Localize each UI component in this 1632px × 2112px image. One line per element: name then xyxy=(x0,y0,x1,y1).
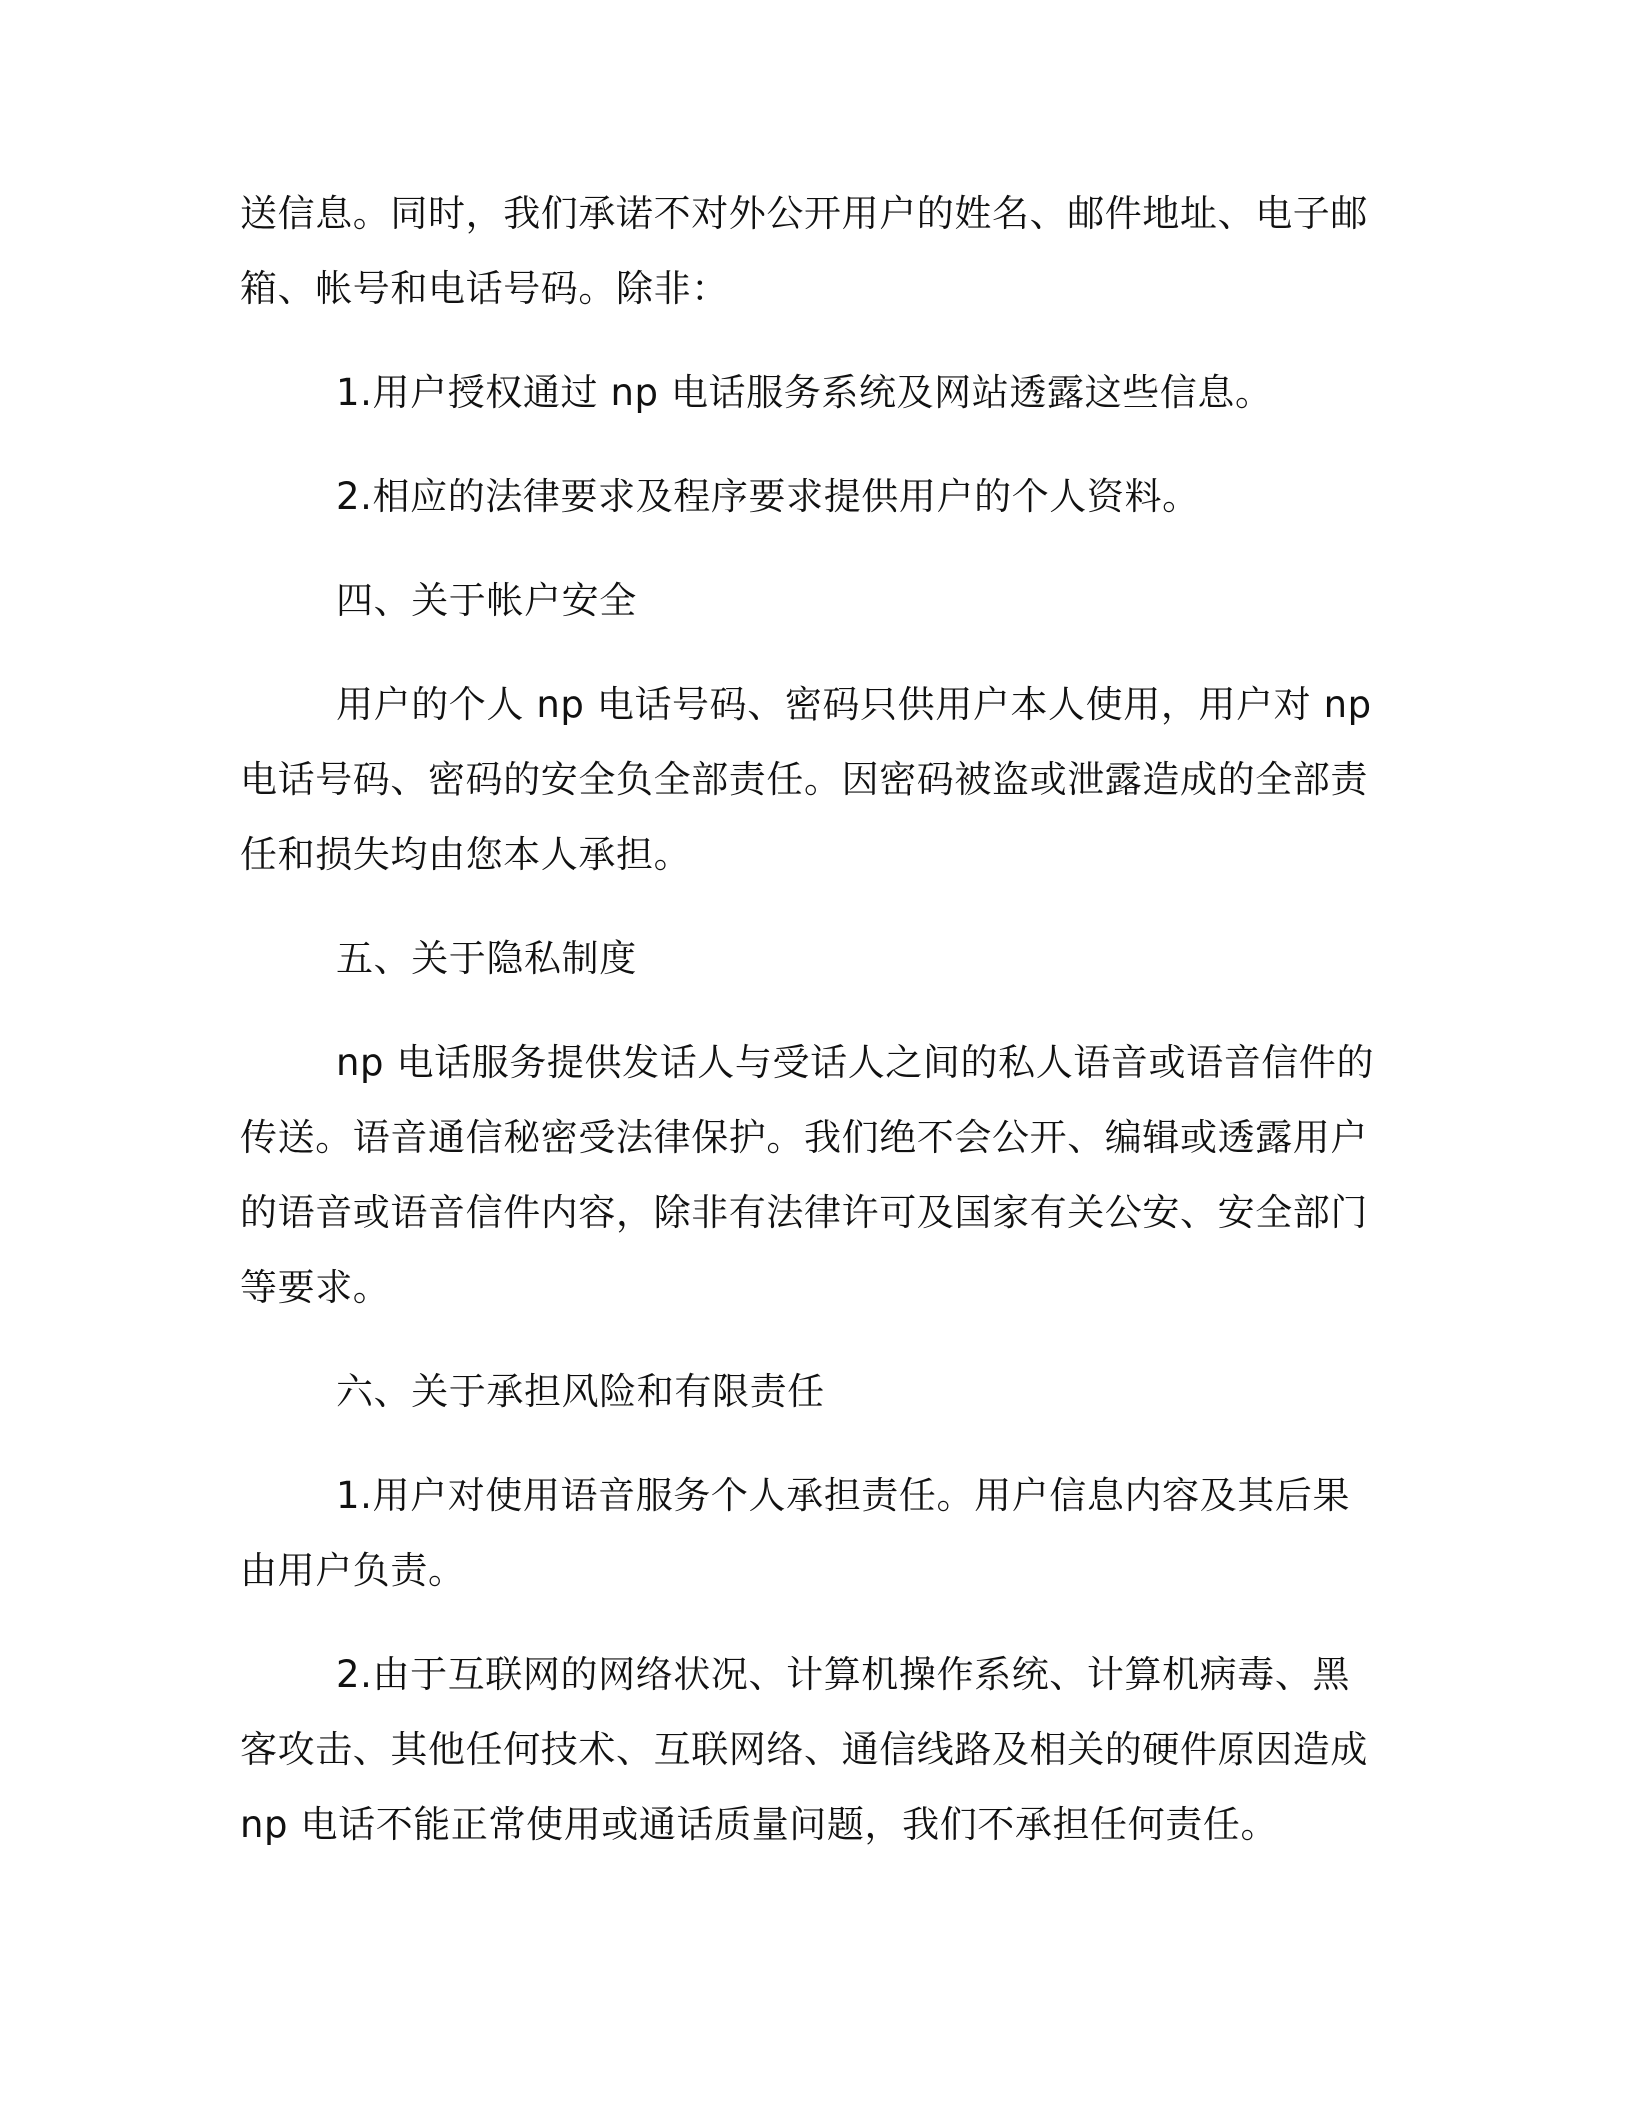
list-item-authorization: 1.用户授权通过 np 电话服务系统及网站透露这些信息。 xyxy=(336,371,1273,414)
list-item-legal-requirement: 2.相应的法律要求及程序要求提供用户的个人资料。 xyxy=(336,475,1200,518)
document-page xyxy=(240,176,1380,1891)
section-heading-liability: 六、关于承担风险和有限责任 xyxy=(336,1370,825,1413)
list-item-network-disclaimer: 2.由于互联网的网络状况、计算机操作系统、计算机病毒、黑客攻击、其他任何技术、互联网络、通信线路及相关的硬件原因造成 np 电话不能正常使用或通话质量问题，我们不承担任何责任。 xyxy=(240,1653,1368,1846)
paragraph-continuation: 送信息。同时，我们承诺不对外公开用户的姓名、邮件地址、电子邮箱、帐号和电话号码。除非： xyxy=(240,192,1368,310)
section-heading-privacy: 五、关于隐私制度 xyxy=(336,937,637,980)
section-heading-account-security: 四、关于帐户安全 xyxy=(336,579,637,622)
paragraph-privacy: np 电话服务提供发话人与受话人之间的私人语音或语音信件的传送。语音通信秘密受法律保护。我们绝不会公开、编辑或透露用户的语音或语音信件内容，除非有法律许可及国家有关公安、安全部门等要求。 xyxy=(240,1041,1375,1309)
paragraph-account-security: 用户的个人 np 电话号码、密码只供用户本人使用，用户对 np 电话号码、密码的安全负全部责任。因密码被盗或泄露造成的全部责任和损失均由您本人承担。 xyxy=(240,683,1372,876)
list-item-user-responsibility: 1.用户对使用语音服务个人承担责任。用户信息内容及其后果由用户负责。 xyxy=(240,1474,1351,1592)
